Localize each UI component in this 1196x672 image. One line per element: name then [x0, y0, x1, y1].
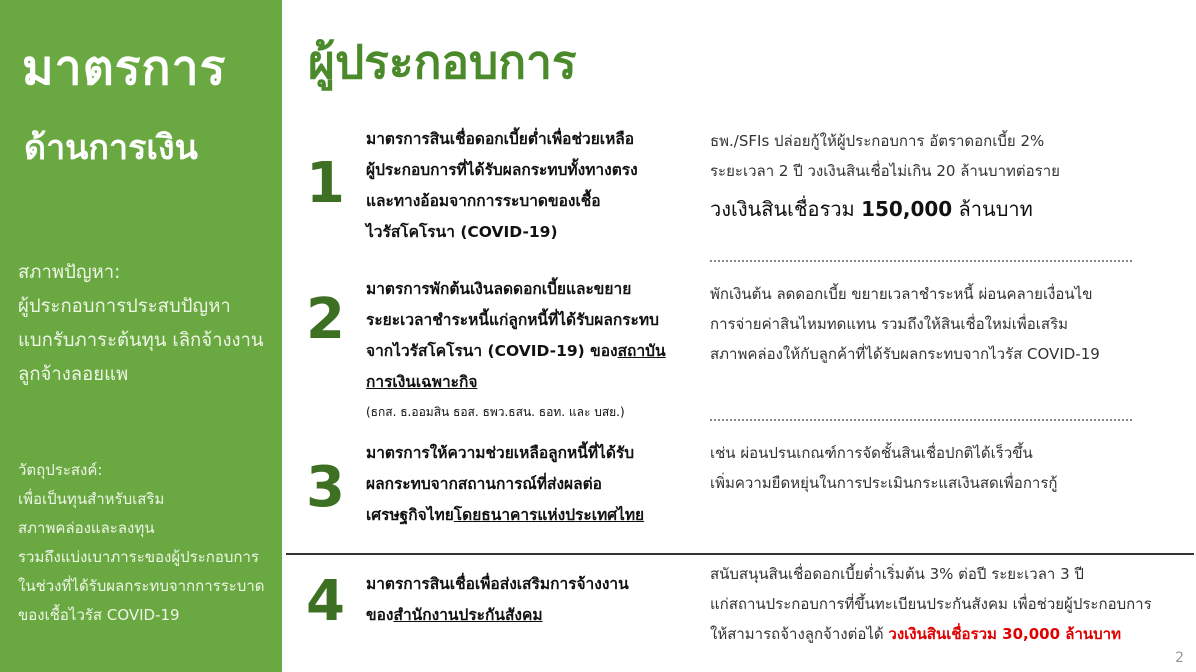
goal-line: ของเชื้อไวรัส COVID-19: [18, 606, 180, 624]
measure-number: 1: [306, 151, 345, 216]
problem-line: ลูกจ้างลอยแพ: [18, 364, 129, 385]
problem-statement: [18, 256, 280, 392]
measure-line: มาตรการพักต้นเงินลดดอกเบี้ยและขยาย: [366, 280, 632, 298]
underlined-agency: การเงินเฉพาะกิจ: [366, 373, 478, 391]
measure-1-description: [366, 124, 638, 248]
sidebar-subtitle: ด้านการเงิน: [24, 128, 198, 168]
detail-line: การจ่ายค่าสินไหมทดแทน รวมถึงให้สินเชื่อใหม่เพื่อเสริม: [710, 315, 1069, 333]
sidebar-title: มาตรการ: [22, 40, 227, 96]
measure-line: เศรษฐกิจไทยโดยธนาคารแห่งประเทศไทย: [366, 506, 645, 524]
dotted-divider: [710, 260, 1132, 262]
measure-line: มาตรการสินเชื่อเพื่อส่งเสริมการจ้างงาน: [366, 575, 629, 593]
problem-line: ผู้ประกอบการประสบปัญหา: [18, 296, 231, 317]
goal-line: สภาพคล่องและลงทุน: [18, 519, 155, 537]
measure-line: ผู้ประกอบการที่ได้รับผลกระทบทั้งทางตรง: [366, 161, 638, 179]
measure-line: ระยะเวลาชำระหนี้แก่ลูกหนี้ที่ได้รับผลกระทบ: [366, 311, 659, 329]
page-number: 2: [1175, 650, 1184, 666]
measure-number: 3: [306, 455, 345, 520]
measure-1-detail: [710, 126, 1060, 224]
measure-4-description: [366, 569, 629, 631]
measure-line: มาตรการให้ความช่วยเหลือลูกหนี้ที่ได้รับ: [366, 444, 635, 462]
measure-number: 2: [306, 287, 345, 352]
detail-line: พักเงินต้น ลดดอกเบี้ย ขยายเวลาชำระหนี้ ผ่อนคลายเงื่อนไข: [710, 285, 1093, 303]
measure-line: ไวรัสโคโรนา (COVID-19): [366, 223, 558, 241]
measure-4-detail: [710, 559, 1152, 649]
detail-line: สนับสนุนสินเชื่อดอกเบี้ยต่ำเริ่มต้น 3% ต่อปี ระยะเวลา 3 ปี: [710, 565, 1084, 583]
underlined-agency: สำนักงานประกันสังคม: [393, 606, 543, 624]
detail-line: ธพ./SFIs ปล่อยกู้ให้ผู้ประกอบการ อัตราดอกเบี้ย 2%: [710, 132, 1045, 150]
problem-line: สภาพปัญหา:: [18, 262, 121, 283]
sidebar: [0, 0, 282, 672]
detail-line: แก่สถานประกอบการที่ขึ้นทะเบียนประกันสังคม เพื่อช่วยผู้ประกอบการ: [710, 595, 1152, 613]
objective-statement: [18, 456, 280, 630]
page-title: ผู้ประกอบการ: [308, 35, 577, 89]
underlined-agency: สถาบัน: [617, 342, 666, 360]
measure-3-description: [366, 438, 644, 531]
total-credit-line: วงเงินสินเชื่อรวม 150,000 ล้านบาท: [710, 197, 1033, 221]
measure-3-detail: [710, 438, 1057, 498]
detail-line: ให้สามารถจ้างลูกจ้างต่อได้ วงเงินสินเชื่อรวม 30,000 ล้านบาท: [710, 625, 1121, 643]
measure-line: มาตรการสินเชื่อดอกเบี้ยต่ำเพื่อช่วยเหลือ: [366, 130, 635, 148]
measure-line: และทางอ้อมจากการระบาดของเชื้อ: [366, 192, 601, 210]
measure-2-description: [366, 274, 666, 422]
measure-line: ผลกระทบจากสถานการณ์ที่ส่งผลต่อ: [366, 475, 602, 493]
goal-line: รวมถึงแบ่งเบาภาระของผู้ประกอบการ: [18, 548, 259, 566]
section-divider: [286, 553, 1194, 555]
detail-line: เพิ่มความยืดหยุ่นในการประเมินกระแสเงินสดเพื่อการกู้: [710, 474, 1058, 492]
agency-list-note: (ธกส. ธ.ออมสิน ธอส. ธพว.ธสน. ธอท. และ บสย.): [366, 405, 625, 419]
dotted-divider: [710, 419, 1132, 421]
credit-highlight: วงเงินสินเชื่อรวม 30,000 ล้านบาท: [888, 625, 1121, 643]
measure-line: จากไวรัสโคโรนา (COVID-19) ของสถาบัน: [366, 342, 666, 360]
measure-number: 4: [306, 569, 345, 634]
goal-line: วัตถุประสงค์:: [18, 461, 103, 479]
goal-line: ในช่วงที่ได้รับผลกระทบจากการระบาด: [18, 577, 265, 595]
underlined-agency: โดยธนาคารแห่งประเทศไทย: [453, 506, 645, 524]
measure-2-detail: [710, 279, 1100, 369]
detail-line: เช่น ผ่อนปรนเกณฑ์การจัดชั้นสินเชื่อปกติได้เร็วขึ้น: [710, 444, 1033, 462]
goal-line: เพื่อเป็นทุนสำหรับเสริม: [18, 490, 165, 508]
detail-line: ระยะเวลา 2 ปี วงเงินสินเชื่อไม่เกิน 20 ล้านบาทต่อราย: [710, 162, 1060, 180]
credit-amount: 150,000: [861, 197, 953, 221]
measure-line: ของสำนักงานประกันสังคม: [366, 606, 543, 624]
detail-line: สภาพคล่องให้กับลูกค้าที่ได้รับผลกระทบจากไวรัส COVID-19: [710, 345, 1100, 363]
problem-line: แบกรับภาระต้นทุน เลิกจ้างงาน: [18, 330, 264, 351]
